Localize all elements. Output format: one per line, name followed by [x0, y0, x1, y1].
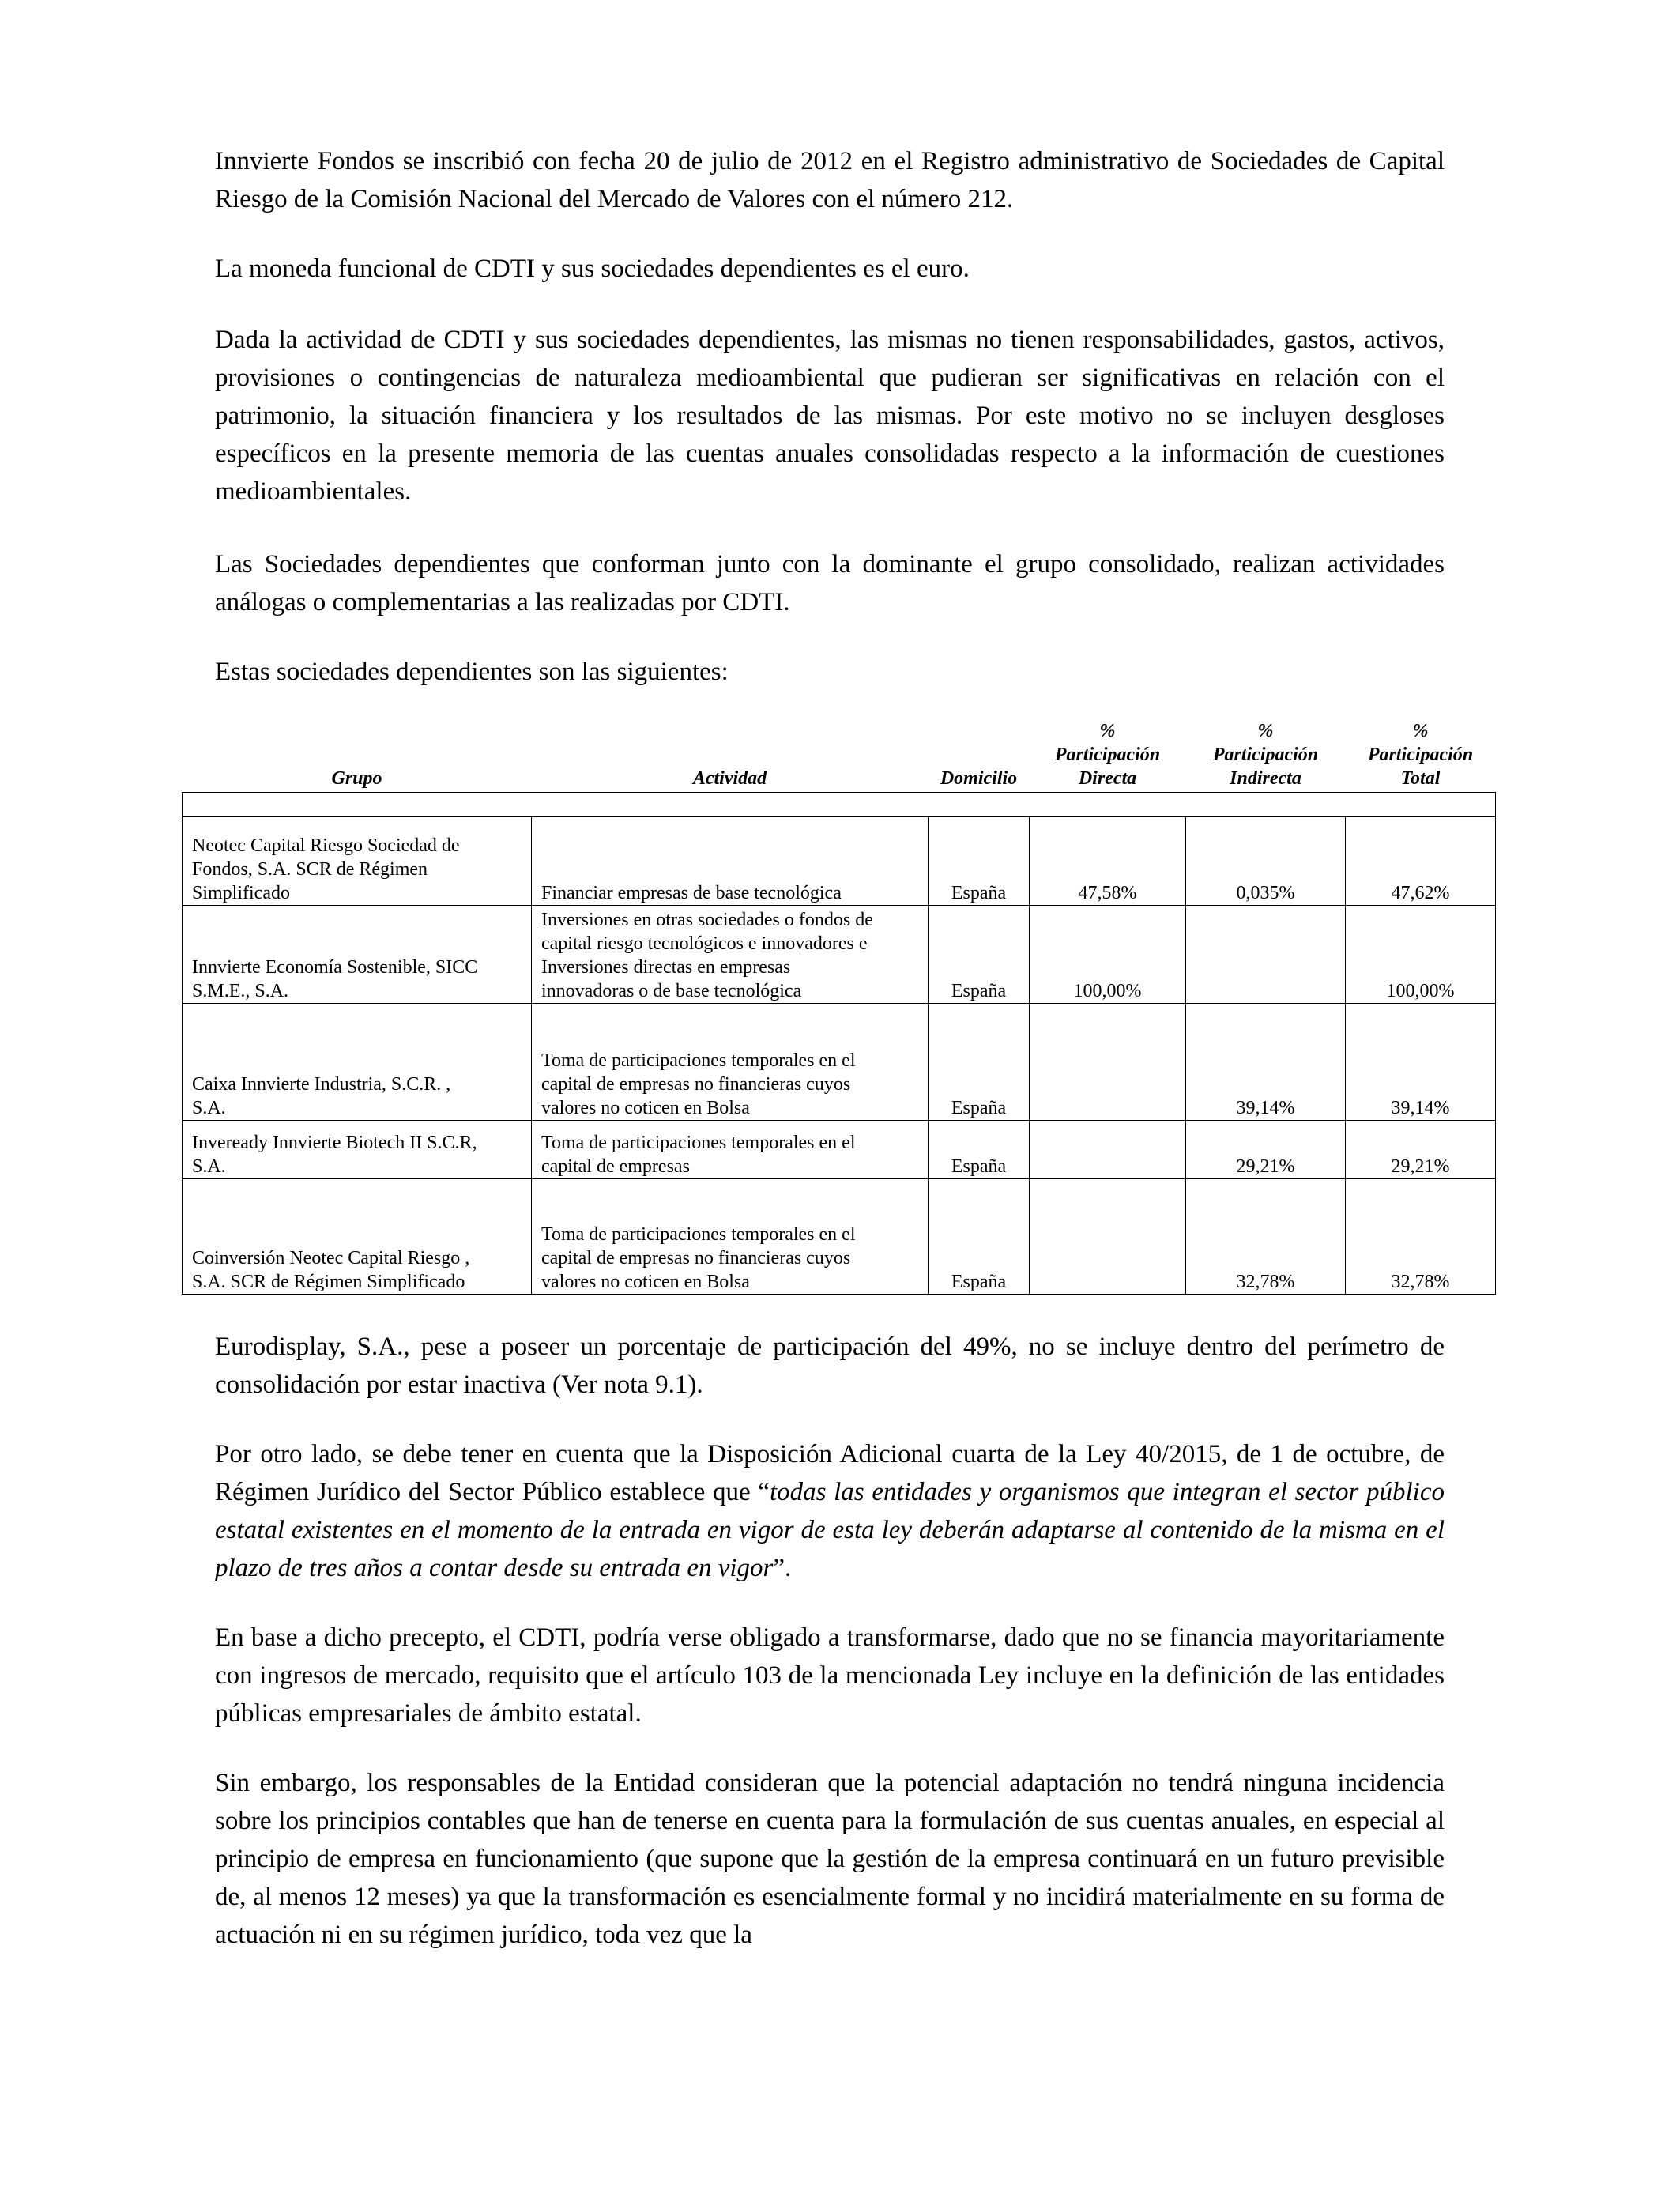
header-participacion-indirecta	[1186, 711, 1346, 793]
cell-line: Innvierte Economía Sostenible, SICC	[192, 957, 478, 978]
paragraph-moneda: La moneda funcional de CDTI y sus sociedades dependientes es el euro.	[215, 254, 970, 283]
table-row	[183, 1004, 1496, 1121]
cell-line: Toma de participaciones temporales en el	[541, 1050, 856, 1071]
cell-actividad	[532, 1004, 929, 1121]
table-row	[183, 817, 1496, 906]
header-participacion-label: Participación	[1212, 745, 1319, 765]
cell-actividad	[532, 1179, 929, 1295]
cell-line: S.M.E., S.A.	[192, 981, 289, 1001]
cell-domicilio: España	[929, 1004, 1030, 1121]
cell-line: Financiar empresas de base tecnológica	[541, 883, 842, 903]
cell-indirecta: 0,035%	[1186, 817, 1346, 906]
table-row	[183, 1179, 1496, 1295]
cell-line: S.A. SCR de Régimen Simplificado	[192, 1272, 465, 1292]
cell-line: Toma de participaciones temporales en el	[541, 1224, 856, 1245]
cell-indirecta: 32,78%	[1186, 1179, 1346, 1295]
cell-grupo	[183, 1004, 532, 1121]
header-participacion-label: Participación	[1367, 745, 1474, 765]
cell-line: valores no coticen en Bolsa	[541, 1272, 750, 1292]
paragraph-precepto: En base a dicho precepto, el CDTI, podría verse obligado a transformarse, dado que no se financia mayoritariamente con ingresos de mercado, requisito que el artículo 103 de la mencionada Ley incluye en la definición de las entidades públicas empresariales de ámbito estatal.	[215, 1623, 1445, 1728]
cell-line: Neotec Capital Riesgo Sociedad de	[192, 835, 460, 856]
cell-actividad	[532, 817, 929, 906]
table-header-row	[183, 711, 1496, 793]
cell-domicilio: España	[929, 817, 1030, 906]
cell-line: Fondos, S.A. SCR de Régimen	[192, 859, 428, 880]
cell-total: 32,78%	[1346, 1179, 1496, 1295]
header-pct-symbol: %	[1257, 721, 1274, 741]
cell-domicilio: España	[929, 1179, 1030, 1295]
table-row	[183, 1121, 1496, 1179]
cell-indirecta	[1186, 906, 1346, 1004]
disposicion-text-start: Por otro lado, se debe tener en cuenta que la Disposición Adicional cuarta de la Ley 40/2015, de 1 de octubre, de Régimen Jurídico del Sector Público establece que “	[215, 1440, 1445, 1506]
header-indirecta-label: Indirecta	[1230, 768, 1301, 789]
subsidiaries-table	[182, 711, 1496, 1295]
cell-line: Inversiones directas en empresas	[541, 957, 791, 978]
table-spacer-row	[183, 793, 1496, 817]
cell-line: capital de empresas no financieras cuyos	[541, 1074, 851, 1095]
cell-line: S.A.	[192, 1156, 226, 1177]
header-participacion-label: Participación	[1054, 745, 1161, 765]
disposicion-quote: todas las entidades y organismos que integran el sector público estatal existentes en el momento de la entrada en vigor de esta ley deberán adaptarse al contenido de la misma en el plazo de tres años a contar desde su entrada en vigor	[215, 1478, 1445, 1582]
paragraph-registro: Innvierte Fondos se inscribió con fecha 20 de julio de 2012 en el Registro administrativo de Sociedades de Capital Riesgo de la Comisión Nacional del Mercado de Valores con el número 212.	[215, 147, 1445, 213]
cell-line: capital riesgo tecnológicos e innovadores e	[541, 933, 868, 954]
cell-line: capital de empresas	[541, 1156, 690, 1177]
cell-directa	[1030, 1179, 1186, 1295]
paragraph-medioambiente: Dada la actividad de CDTI y sus sociedades dependientes, las mismas no tienen responsabilidades, gastos, activos, provisiones o contingencias de naturaleza medioambiental que pudieran ser significativas en relación con el patrimonio, la situación financiera y los resultados de las mismas. Por este motivo no se incluyen desgloses específicos en la presente memoria de las cuentas anuales consolidadas respecto a la información de cuestiones medioambientales.	[215, 326, 1445, 506]
header-pct-symbol: %	[1099, 721, 1116, 741]
header-participacion-directa	[1030, 711, 1186, 793]
cell-line: Simplificado	[192, 883, 290, 903]
cell-line: Caixa Innvierte Industria, S.C.R. ,	[192, 1074, 451, 1095]
cell-line: Inversiones en otras sociedades o fondos de	[541, 910, 873, 930]
cell-actividad	[532, 906, 929, 1004]
paragraph-sociedades-dependientes: Las Sociedades dependientes que conforman junto con la dominante el grupo consolidado, realizan actividades análogas o complementarias a las realizadas por CDTI.	[215, 550, 1445, 616]
cell-indirecta: 29,21%	[1186, 1121, 1346, 1179]
cell-directa	[1030, 1004, 1186, 1121]
cell-total: 47,62%	[1346, 817, 1496, 906]
disposicion-text-end: ”.	[773, 1554, 792, 1582]
header-pct-symbol: %	[1412, 721, 1429, 741]
cell-line: capital de empresas no financieras cuyos	[541, 1248, 851, 1269]
header-actividad: Actividad	[692, 768, 767, 789]
cell-line: Inveready Innvierte Biotech II S.C.R,	[192, 1133, 477, 1153]
cell-line: innovadoras o de base tecnológica	[541, 981, 802, 1001]
cell-domicilio: España	[929, 906, 1030, 1004]
cell-indirecta: 39,14%	[1186, 1004, 1346, 1121]
paragraph-sin-embargo: Sin embargo, los responsables de la Entidad consideran que la potencial adaptación no tendrá ninguna incidencia sobre los principios contables que han de tenerse en cuenta para la formulación de sus cuentas anuales, en especial al principio de empresa en funcionamiento (que supone que la gestión de la empresa continuará en un futuro previsible de, al menos 12 meses) ya que la transformación es esencialmente formal y no incidirá materialmente en su forma de actuación ni en su régimen jurídico, toda vez que la	[215, 1769, 1445, 1949]
header-domicilio: Domicilio	[940, 768, 1018, 789]
cell-total: 100,00%	[1346, 906, 1496, 1004]
header-grupo: Grupo	[331, 768, 382, 789]
cell-line: valores no coticen en Bolsa	[541, 1098, 750, 1118]
cell-line: S.A.	[192, 1098, 226, 1118]
header-participacion-total	[1346, 711, 1496, 793]
header-directa-label: Directa	[1078, 768, 1137, 789]
cell-line: Toma de participaciones temporales en el	[541, 1133, 856, 1153]
cell-grupo	[183, 1121, 532, 1179]
cell-directa: 100,00%	[1030, 906, 1186, 1004]
cell-line: Coinversión Neotec Capital Riesgo ,	[192, 1248, 470, 1269]
cell-directa: 47,58%	[1030, 817, 1186, 906]
cell-directa	[1030, 1121, 1186, 1179]
header-total-label: Total	[1400, 768, 1441, 789]
cell-grupo	[183, 906, 532, 1004]
cell-total: 39,14%	[1346, 1004, 1496, 1121]
paragraph-disposicion-adicional	[215, 1435, 1445, 1587]
cell-total: 29,21%	[1346, 1121, 1496, 1179]
cell-actividad	[532, 1121, 929, 1179]
spacer-cell	[183, 793, 1496, 817]
table-row	[183, 906, 1496, 1004]
paragraph-eurodisplay: Eurodisplay, S.A., pese a poseer un porcentaje de participación del 49%, no se incluye dentro del perímetro de consolidación por estar inactiva (Ver nota 9.1).	[215, 1333, 1445, 1399]
cell-domicilio: España	[929, 1121, 1030, 1179]
paragraph-lista-intro: Estas sociedades dependientes son las siguientes:	[215, 658, 729, 686]
cell-grupo	[183, 1179, 532, 1295]
cell-grupo	[183, 817, 532, 906]
